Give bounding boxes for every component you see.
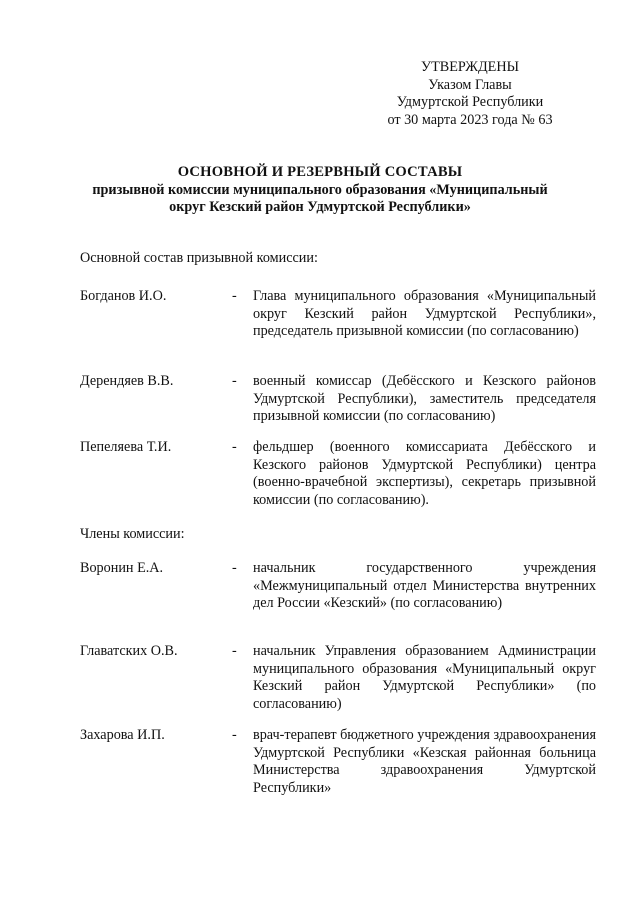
approval-region: Удмуртской Республики [396, 94, 544, 110]
member-name: Пепеляева Т.И. [80, 439, 172, 455]
members-heading: Члены комиссии: [80, 526, 185, 542]
member-description: военный комиссар (Дебёсского и Кезского районов Удмуртской Республики), заместитель председателя призывной комиссии (по согласованию) [253, 373, 596, 424]
member-description: начальник Управления образованием Администрации муниципального образования «Муниципальный округ Кезский район Удмуртской Республики» (по согласованию) [253, 643, 596, 712]
member-name: Богданов И.О. [80, 288, 167, 304]
main-composition-heading: Основной состав призывной комиссии: [80, 250, 318, 266]
approval-title: УТВЕРЖДЕНЫ [421, 59, 519, 75]
document-title [60, 164, 580, 217]
approval-date: от 30 марта 2023 года № 63 [387, 111, 553, 128]
member-dash: - [232, 439, 237, 455]
member-name: Захарова И.П. [80, 727, 165, 743]
member-dash: - [232, 727, 237, 743]
member-dash: - [232, 373, 237, 389]
member-description: Глава муниципального образования «Муниципальный округ Кезский район Удмуртской Республики», председатель призывной комиссии (по согласованию) [253, 288, 596, 339]
member-name: Дерендяев В.В. [80, 373, 174, 389]
member-dash: - [232, 288, 237, 304]
member-description: начальник государственного учреждения «Межмуниципальный отдел Министерства внутренних дел России «Кезский» (по согласованию) [253, 560, 596, 611]
member-name: Главатских О.В. [80, 643, 178, 659]
member-description: фельдшер (военного комиссариата Дебёсского и Кезского районов Удмуртской Республики) центра (военно-врачебной экспертизы), секретарь призывной комиссии (по согласованию). [253, 439, 596, 508]
member-dash: - [232, 643, 237, 659]
member-dash: - [232, 560, 237, 576]
title-subtitle-line1: призывной комиссии муниципального образования «Муниципальный [92, 181, 548, 198]
approval-issuer: Указом Главы [428, 76, 512, 93]
title-subtitle-line2: округ Кезский район Удмуртской Республики» [169, 199, 471, 215]
title-main: ОСНОВНОЙ И РЕЗЕРВНЫЙ СОСТАВЫ [177, 164, 463, 180]
member-description: врач-терапевт бюджетного учреждения здравоохранения Удмуртской Республики «Кезская районная больница Министерства здравоохранения Удмуртской Республики» [253, 727, 596, 796]
member-name: Воронин Е.А. [80, 560, 164, 576]
approval-stamp [340, 59, 600, 129]
